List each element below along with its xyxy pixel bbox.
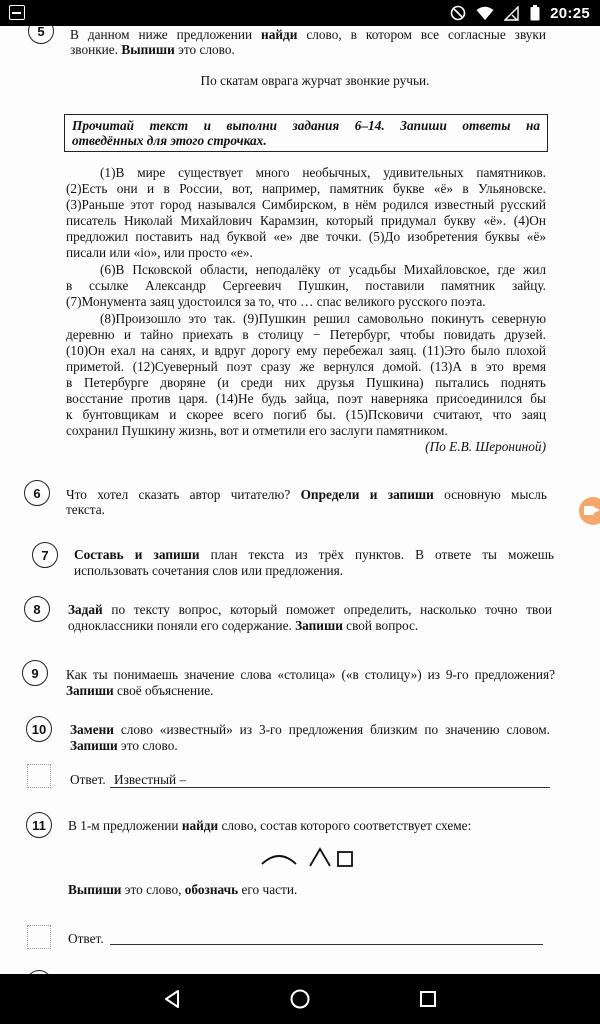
- task-7-line-2: использовать сочетания слов или предложения.: [74, 563, 344, 578]
- task-8-number: 8: [24, 596, 50, 622]
- text-line: приметой. (12)Суеверный поэт сразу же вернулся домой. (13)А в это время: [66, 359, 546, 374]
- task-10-answer-label: Ответ.: [70, 772, 106, 787]
- text-line: к бунтовщикам и скорее всего погиб бы. (15)Псковичи считают, что заяц: [66, 407, 546, 422]
- instruction-line-1: Прочитай текст и выполни задания 6–14. Запиши ответы на: [72, 118, 540, 133]
- text-line: писатель Николай Михайлович Карамзин, который придумал букву «ё». (4)Он: [66, 213, 546, 228]
- task-10-line-2: Запиши это слово.: [70, 738, 178, 753]
- task-11-line-1: В 1-м предложении найди слово, состав которого соответствует схеме:: [68, 818, 472, 833]
- task-6-line-2: текста.: [66, 502, 105, 517]
- do-not-disturb-icon: [450, 5, 466, 21]
- task-9-number: 9: [22, 660, 48, 686]
- home-icon: [289, 988, 311, 1010]
- document-page[interactable]: [0, 26, 600, 974]
- text-line: деревню и тайно приехать в столицу − Петербург, чтобы повидать друзей.: [66, 327, 546, 342]
- text-line: предложил поставить над буквой «е» две точки. (5)До изобретения буквы «ё»: [66, 229, 546, 244]
- text-line: (2)Есть они и в России, вот, например, памятник букве «ё» в Ульяновске.: [66, 181, 546, 196]
- task-11-answer-line[interactable]: [110, 944, 543, 945]
- battery-icon: [530, 5, 540, 21]
- task-5-line-2: звонкие. Выпиши это слово.: [70, 42, 235, 57]
- task-11-number: 11: [26, 812, 52, 838]
- notification-icon: [9, 5, 25, 20]
- clock: 20:25: [550, 4, 590, 22]
- task-10-line-1: Замени слово «известный» из 3-го предложения близким по значению словом.: [70, 722, 550, 737]
- suffix-symbol: [310, 849, 330, 866]
- task-6-number: 6: [24, 480, 50, 506]
- task-11-answer-label: Ответ.: [68, 931, 104, 946]
- text-line: в ссылке Александр Сергеевич Пушкин, поставили памятник зайцу.: [66, 278, 546, 293]
- task-9-line-1: Как ты понимаешь значение слова «столица» («в столицу») из 9-го предложения?: [66, 667, 555, 682]
- task-11-line-2: Выпиши это слово, обозначь его части.: [68, 882, 298, 897]
- task-7-number: 7: [32, 542, 58, 568]
- back-icon: [163, 989, 181, 1009]
- home-button[interactable]: [285, 984, 315, 1014]
- text-line: сохранил Пушкину жизнь, вот и отметили его заслуги памятником.: [66, 423, 448, 438]
- text-line: (7)Монумента заяц удостоился за то, что … спас великого русского поэта.: [66, 294, 486, 309]
- task-5-line-1: В данном ниже предложении найди слово, в котором все согласные звуки: [70, 27, 546, 42]
- text-line: (10)Он ехал на санях, и вдруг дорогу ему перебежал заяц. (11)Это было плохой: [66, 343, 546, 358]
- task-8-line-2: одноклассники поняли его содержание. Запиши свой вопрос.: [68, 618, 419, 633]
- text-line: (3)Раньше этот город назывался Симбирском, в нём родился известный русский: [66, 197, 546, 212]
- video-camera-icon: [584, 506, 594, 515]
- task-10-number: 10: [26, 716, 52, 742]
- text-source: (По Е.В. Шерониной): [425, 439, 546, 454]
- task-9-line-2: Запиши своё объяснение.: [66, 683, 214, 698]
- recents-button[interactable]: [413, 984, 443, 1014]
- task-10-answer-value: Известный –: [114, 772, 187, 787]
- navigation-bar: [0, 974, 600, 1024]
- task-8-line-1: Задай по тексту вопрос, который поможет определить, насколько точно твои: [68, 602, 552, 617]
- task-5-sentence: По скатам оврага журчат звонкие ручьи.: [200, 73, 430, 88]
- text-line: писали или «io», или просто «е».: [66, 245, 253, 260]
- status-icons: [450, 3, 590, 23]
- recents-icon: [419, 990, 437, 1008]
- screen-recorder-button[interactable]: [579, 497, 600, 525]
- signal-off-icon: [504, 6, 520, 21]
- root-symbol: [262, 856, 296, 864]
- task-10-score-box: [27, 764, 51, 788]
- task-7-line-1: Составь и запиши план текста из трёх пунктов. В ответе ты можешь: [74, 547, 555, 562]
- text-line: восстание против царя. (14)Не будь зайца, поэт наверняка присоединился бы: [66, 391, 546, 406]
- text-line: в Петербурге дворяне (и среди них друзья Пушкина) пытались поднять: [66, 375, 546, 390]
- back-button[interactable]: [157, 984, 187, 1014]
- ending-symbol: [338, 852, 352, 866]
- task-5-number: 5: [28, 26, 54, 44]
- wifi-icon: [476, 6, 494, 21]
- task-6-line-1: Что хотел сказать автор читателю? Определи и запиши основную мысль: [66, 487, 547, 502]
- text-line: (6)В Псковской области, неподалёку от усадьбы Михайловское, где жил: [100, 262, 546, 277]
- status-bar: [0, 0, 600, 26]
- morpheme-scheme: [258, 844, 358, 870]
- instruction-line-2: отведённых для этого строчках.: [72, 133, 267, 148]
- text-line: (8)Произошло это так. (9)Пушкин решил самовольно покинуть северную: [100, 311, 546, 326]
- task-11-score-box: [27, 925, 51, 949]
- text-line: (1)В мире существует много необычных, удивительных памятников.: [100, 165, 546, 180]
